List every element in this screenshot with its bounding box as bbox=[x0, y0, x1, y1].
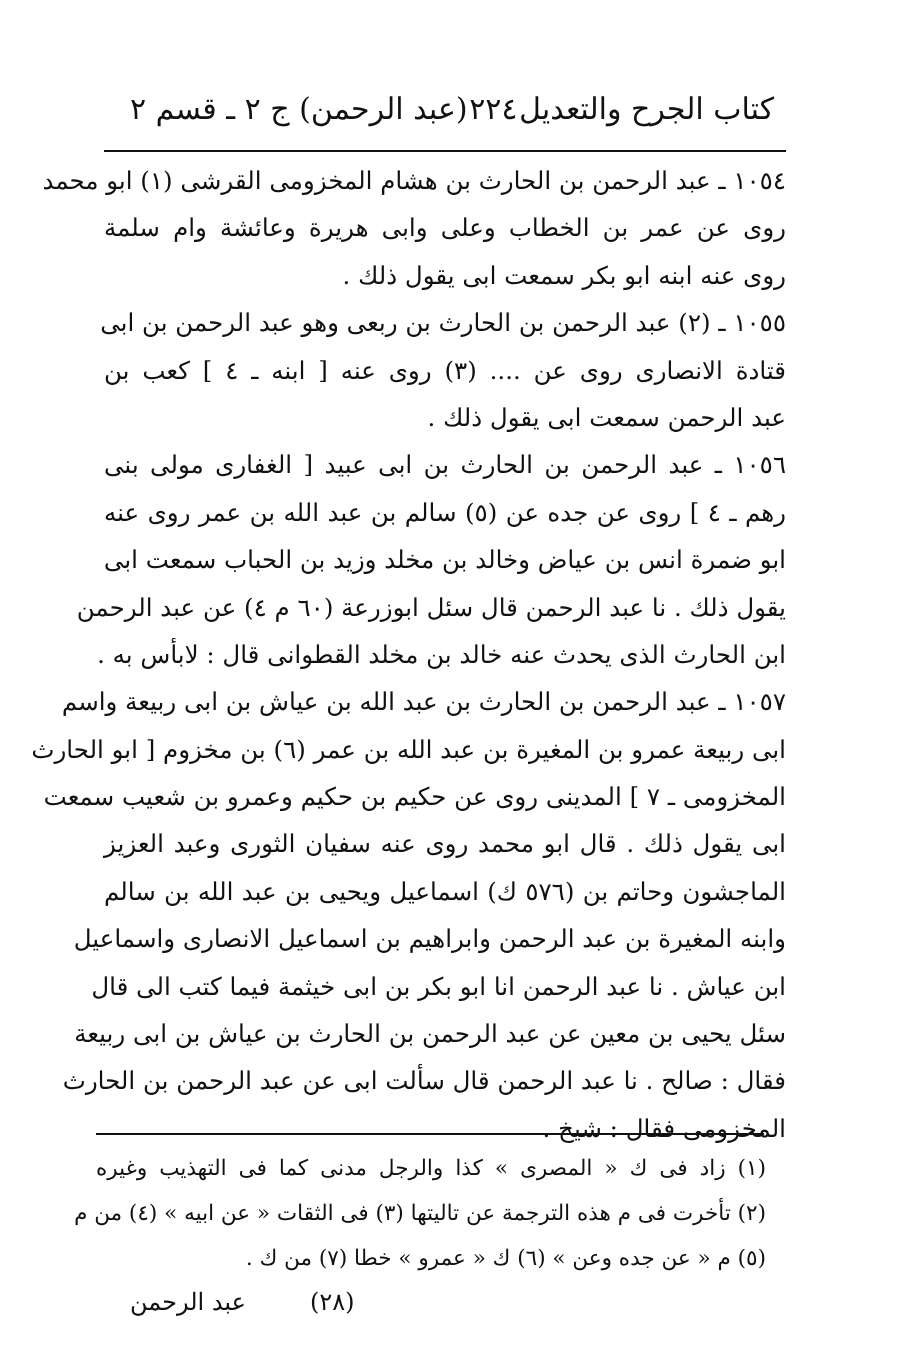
text-line: المخزومى فقال : شيخ . bbox=[542, 1113, 786, 1143]
footnotes bbox=[74, 1146, 766, 1281]
text-line: روى عنه ابنه ابو بكر سمعت ابى يقول ذلك . bbox=[342, 260, 786, 290]
text-line: روى عن عمر بن الخطاب وعلى وابى هريرة وعائشة وام سلمة bbox=[104, 213, 786, 243]
text-line: فقال : صالح . نا عبد الرحمن قال سألت ابى عن عبد الرحمن بن الحارث bbox=[62, 1066, 786, 1096]
section-label: (عبد الرحمن) ج ٢ ـ قسم ٢ bbox=[130, 92, 468, 127]
text-line: المخزومى ـ ٧ ] المدينى روى عن حكيم بن حكيم وعمرو بن شعيب سمعت bbox=[43, 782, 786, 812]
entry-1056 bbox=[76, 441, 787, 678]
text-line: يقول ذلك . نا عبد الرحمن قال سئل ابوزرعة (٦٠ م ٤) عن عبد الرحمن bbox=[76, 592, 786, 622]
text-line: سئل يحيى بن معين عن عبد الرحمن بن الحارث بن عياش بن ابى ربيعة bbox=[74, 1019, 786, 1049]
page-header bbox=[130, 92, 774, 127]
footnote: (٢) تأخرت فى م هذه الترجمة عن تاليتها (٣) فى الثقات « عن ابيه » (٤) من م bbox=[74, 1201, 766, 1226]
running-name: عبد الرحمن bbox=[130, 1288, 246, 1316]
text-line: ابن عياش . نا عبد الرحمن انا ابو بكر بن ابى خيثمة فيما كتب الى قال bbox=[91, 971, 786, 1001]
text-line: ١٠٥٦ ـ عبد الرحمن بن الحارث بن ابى عبيد [ الغفارى مولى بنى bbox=[104, 450, 786, 480]
text-line: وابنه المغيرة بن عبد الرحمن وابراهيم بن اسماعيل الانصارى واسماعيل bbox=[73, 924, 786, 954]
header-divider bbox=[104, 150, 786, 152]
book-title: كتاب الجرح والتعديل bbox=[519, 92, 774, 127]
entry-1055 bbox=[100, 299, 787, 441]
text-line: ابن الحارث الذى يحدث عنه خالد بن مخلد القطوانى قال : لابأس به . bbox=[97, 639, 786, 669]
text-line: ابو ضمرة انس بن عياض وخالد بن مخلد وزيد بن الحباب سمعت ابى bbox=[103, 545, 786, 575]
text-line: رهم ـ ٤ ] روى عن جده عن (٥) سالم بن عبد الله بن عمر روى عنه bbox=[104, 497, 787, 527]
signature-number: (٢٨) bbox=[310, 1288, 355, 1316]
text-line: ١٠٥٥ ـ (٢) عبد الرحمن بن الحارث بن ربعى وهو عبد الرحمن بن ابى bbox=[100, 308, 786, 338]
main-text bbox=[31, 157, 787, 1152]
footnote-divider bbox=[96, 1133, 764, 1135]
text-line: ١٠٥٧ ـ عبد الرحمن بن الحارث بن عبد الله بن عياش بن ابى ربيعة واسم bbox=[61, 687, 786, 717]
entry-1054 bbox=[42, 157, 786, 299]
text-line: قتادة الانصارى روى عن .... (٣) روى عنه [ ابنه ـ ٤ ] كعب بن bbox=[104, 355, 787, 385]
entry-1057 bbox=[31, 678, 786, 1152]
text-line: ١٠٥٤ ـ عبد الرحمن بن الحارث بن هشام المخزومى القرشى (١) ابو محمد bbox=[42, 166, 786, 195]
text-line: ابى يقول ذلك . قال ابو محمد روى عنه سفيان الثورى وعبد العزيز bbox=[104, 829, 786, 859]
footnote: (١) زاد فى ك « المصرى » كذا والرجل مدنى كما فى التهذيب وغيره bbox=[96, 1156, 766, 1181]
footnote: (٥) م « عن جده وعن » (٦) ك « عمرو » خطا (٧) من ك . bbox=[245, 1246, 766, 1271]
page-number: ٢٢٤ bbox=[469, 92, 518, 127]
text-line: ابى ربيعة عمرو بن المغيرة بن عبد الله بن عمر (٦) بن مخزوم [ ابو الحارث bbox=[31, 734, 786, 764]
text-line: عبد الرحمن سمعت ابى يقول ذلك . bbox=[427, 402, 786, 432]
text-line: الماجشون وحاتم بن (٥٧٦ ك) اسماعيل ويحيى بن عبد الله بن سالم bbox=[104, 876, 786, 906]
